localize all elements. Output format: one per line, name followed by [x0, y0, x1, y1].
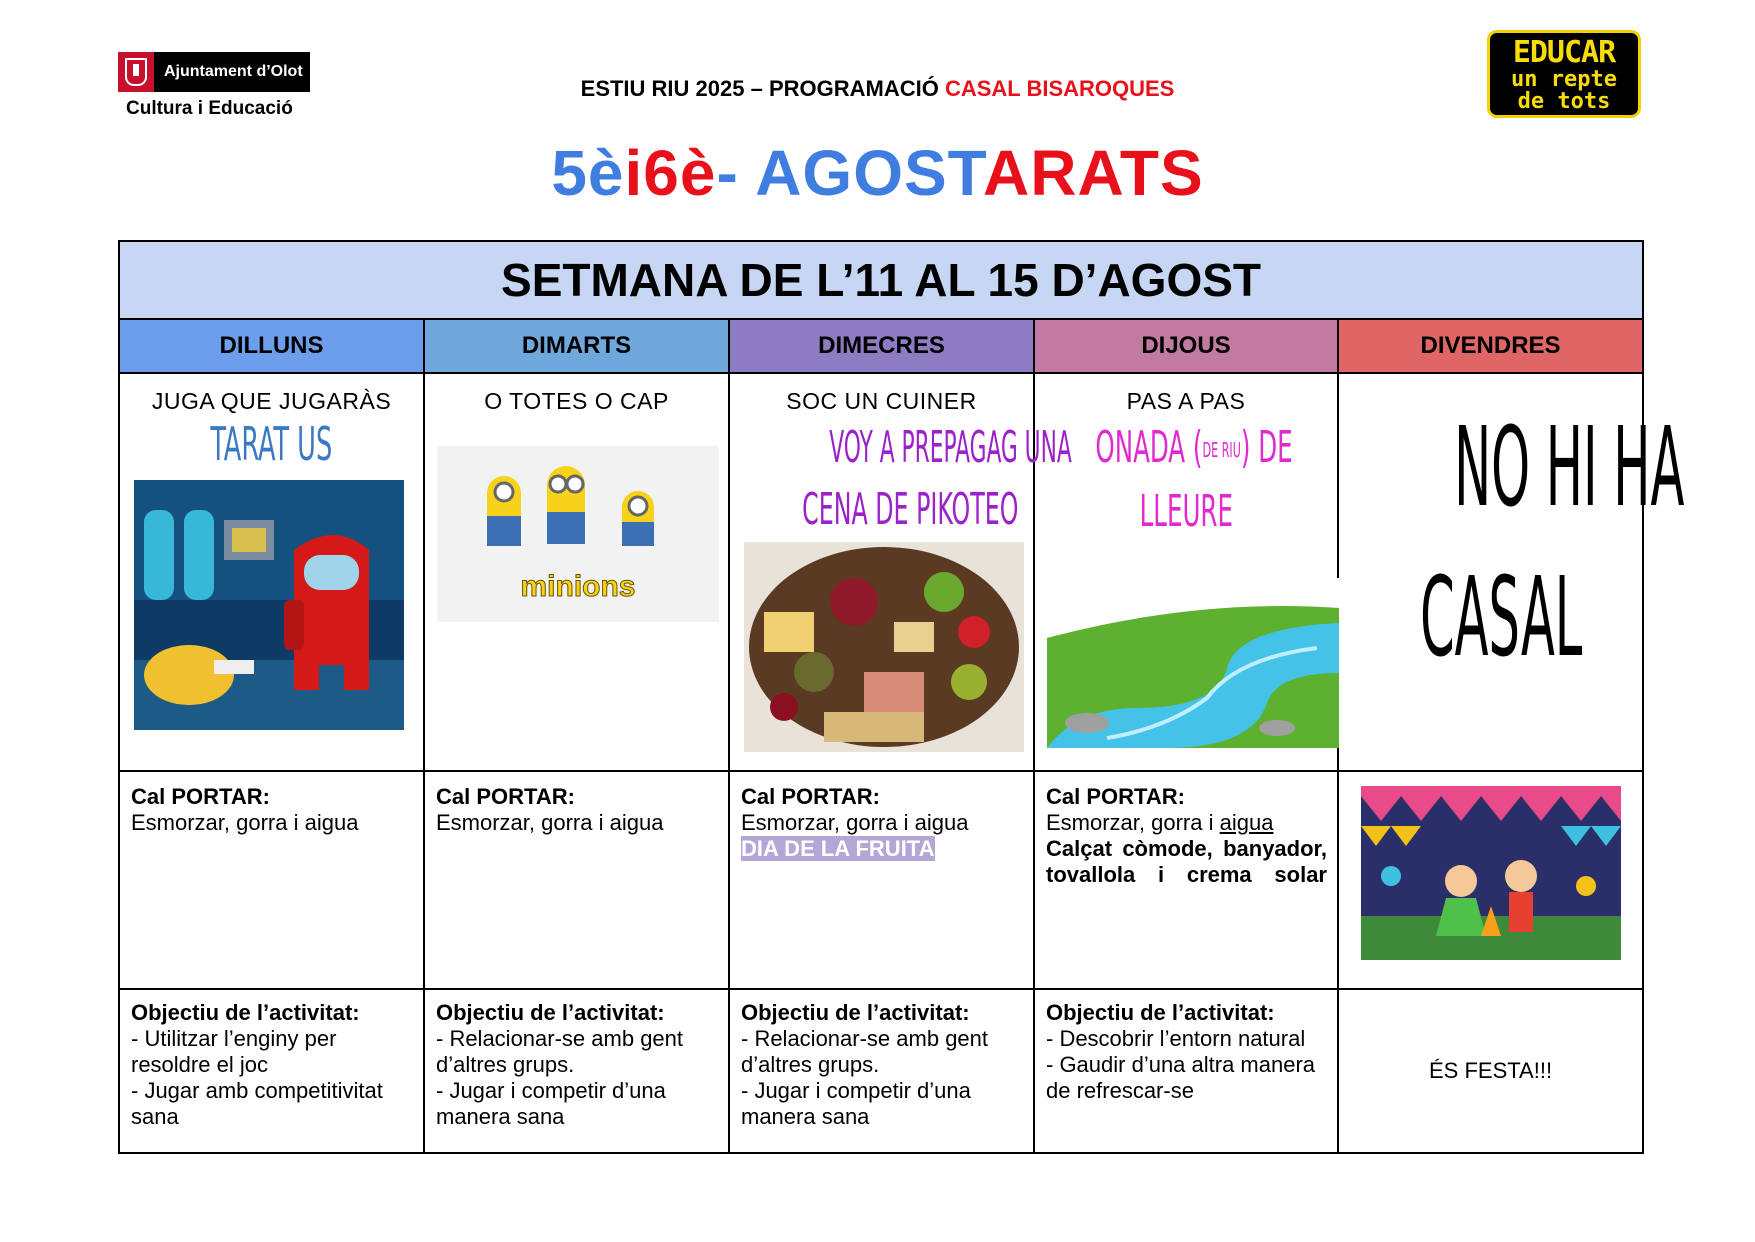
objective-item: - Gaudir d’una altra manera de refrescar-se — [1046, 1052, 1316, 1103]
objective-cell-divendres: ÉS FESTA!!! — [1338, 989, 1643, 1153]
bring-label: Cal PORTAR: — [1046, 784, 1185, 809]
activity-name: JUGA QUE JUGARÀS — [151, 388, 392, 414]
objective-cell-dijous — [1034, 989, 1338, 1153]
program-name: CASAL BISAROQUES — [944, 76, 1175, 101]
week-title: SETMANA DE L’11 AL 15 D’AGOST — [119, 241, 1643, 319]
day-header-dimecres: DIMECRES — [729, 319, 1034, 373]
handwritten-part-b: ) DE — [1240, 422, 1293, 473]
objective-cell-dilluns — [119, 989, 424, 1153]
objective-item: - Relacionar-se amb gent d’altres grups. — [741, 1026, 989, 1077]
river-landscape-image — [1047, 578, 1339, 748]
bring-extra-items: Calçat còmode, banyador, tovallola i crema solar — [1046, 836, 1327, 887]
activity-name: O TOTES O CAP — [484, 388, 669, 414]
bring-label: Cal PORTAR: — [436, 784, 575, 809]
objective-item: - Descobrir l’entorn natural — [1046, 1026, 1306, 1051]
objective-cell-dimecres — [729, 989, 1034, 1153]
educar-logo — [1487, 30, 1641, 118]
activity-handwritten: TARAT US — [210, 417, 333, 471]
objective-item: - Jugar amb competitivitat sana — [131, 1078, 383, 1129]
ajuntament-label: Ajuntament d’Olot — [164, 63, 303, 80]
activity-handwritten-line2: LLEURE — [1139, 486, 1233, 537]
bring-cell-dijous — [1034, 771, 1338, 989]
objective-item: - Relacionar-se amb gent d’altres grups. — [436, 1026, 684, 1077]
activity-cell-dilluns — [119, 373, 424, 771]
objective-row — [119, 989, 1643, 1153]
objective-cell-dimarts — [424, 989, 729, 1153]
bring-cell-dimarts — [424, 771, 729, 989]
objective-label: Objectiu de l’activitat: — [436, 1000, 665, 1025]
activity-name: PAS A PAS — [1126, 388, 1246, 414]
page-title — [0, 136, 1755, 210]
educar-logo-line3: de tots — [1517, 89, 1611, 114]
bring-label: Cal PORTAR: — [741, 784, 880, 809]
bring-cell-dilluns — [119, 771, 424, 989]
among-us-character-image — [134, 480, 404, 730]
handwritten-part-a: ONADA ( — [1095, 422, 1203, 473]
bring-label: Cal PORTAR: — [131, 784, 270, 809]
objective-label: Objectiu de l’activitat: — [741, 1000, 970, 1025]
activity-handwritten-line1 — [1095, 417, 1292, 481]
casal-text: CASAL — [1420, 553, 1583, 681]
activity-cell-dimecres — [729, 373, 1072, 771]
no-hi-ha-text: NO HI HA — [1454, 403, 1685, 531]
handwritten-small: DE RIU — [1202, 438, 1241, 462]
bring-items-underlined: aigua — [1219, 810, 1274, 835]
objective-label: Objectiu de l’activitat: — [1046, 1000, 1275, 1025]
day-header-row — [119, 319, 1643, 373]
bring-row — [119, 771, 1643, 989]
bring-cell-divendres — [1338, 771, 1643, 989]
educar-logo-line2: un repte — [1511, 67, 1617, 92]
title-part3: - AGOST — [716, 137, 983, 209]
day-header-dilluns: DILLUNS — [119, 319, 424, 373]
program-prefix: ESTIU RIU 2025 – PROGRAMACIÓ — [580, 76, 945, 101]
activity-cell-dijous — [1034, 373, 1338, 771]
day-header-dimarts: DIMARTS — [424, 319, 729, 373]
bring-items: Esmorzar, gorra i aigua — [436, 810, 664, 835]
minions-image — [437, 446, 719, 622]
food-platter-image — [744, 542, 1024, 752]
activity-cell-divendres — [1338, 373, 1685, 771]
day-header-dijous: DIJOUS — [1034, 319, 1338, 373]
minions-logo-text: minions — [520, 570, 636, 603]
bring-items: Esmorzar, gorra i aigua — [131, 810, 359, 835]
bring-items: Esmorzar, gorra i aigua — [741, 810, 969, 835]
activity-row — [119, 373, 1643, 771]
educar-logo-line1: EDUCAR — [1512, 35, 1616, 70]
bring-items-prefix: Esmorzar, gorra i — [1046, 810, 1220, 835]
cultura-educacio-label: Cultura i Educació — [126, 98, 293, 119]
objective-item: - Jugar i competir d’una manera sana — [741, 1078, 971, 1129]
day-header-divendres: DIVENDRES — [1338, 319, 1643, 373]
activity-handwritten-line1: VOY A PREPAGAG UNA — [829, 422, 1072, 473]
title-part2: i6è — [624, 137, 717, 209]
fruit-day-highlight: DIA DE LA FRUITA — [741, 836, 935, 861]
program-heading — [0, 76, 1755, 102]
title-part1: 5è — [551, 137, 625, 209]
activity-name: SOC UN CUINER — [786, 388, 977, 414]
schedule-table — [118, 240, 1685, 1154]
title-part4: ARATS — [983, 137, 1204, 209]
bring-cell-dimecres — [729, 771, 1034, 989]
activity-handwritten-line2: CENA DE PIKOTEO — [802, 484, 1019, 535]
party-celebration-image — [1361, 786, 1621, 960]
objective-item: - Utilitzar l’enginy per resoldre el joc — [131, 1026, 337, 1077]
activity-cell-dimarts — [424, 373, 729, 771]
objective-item: - Jugar i competir d’una manera sana — [436, 1078, 666, 1129]
objective-label: Objectiu de l’activitat: — [131, 1000, 360, 1025]
